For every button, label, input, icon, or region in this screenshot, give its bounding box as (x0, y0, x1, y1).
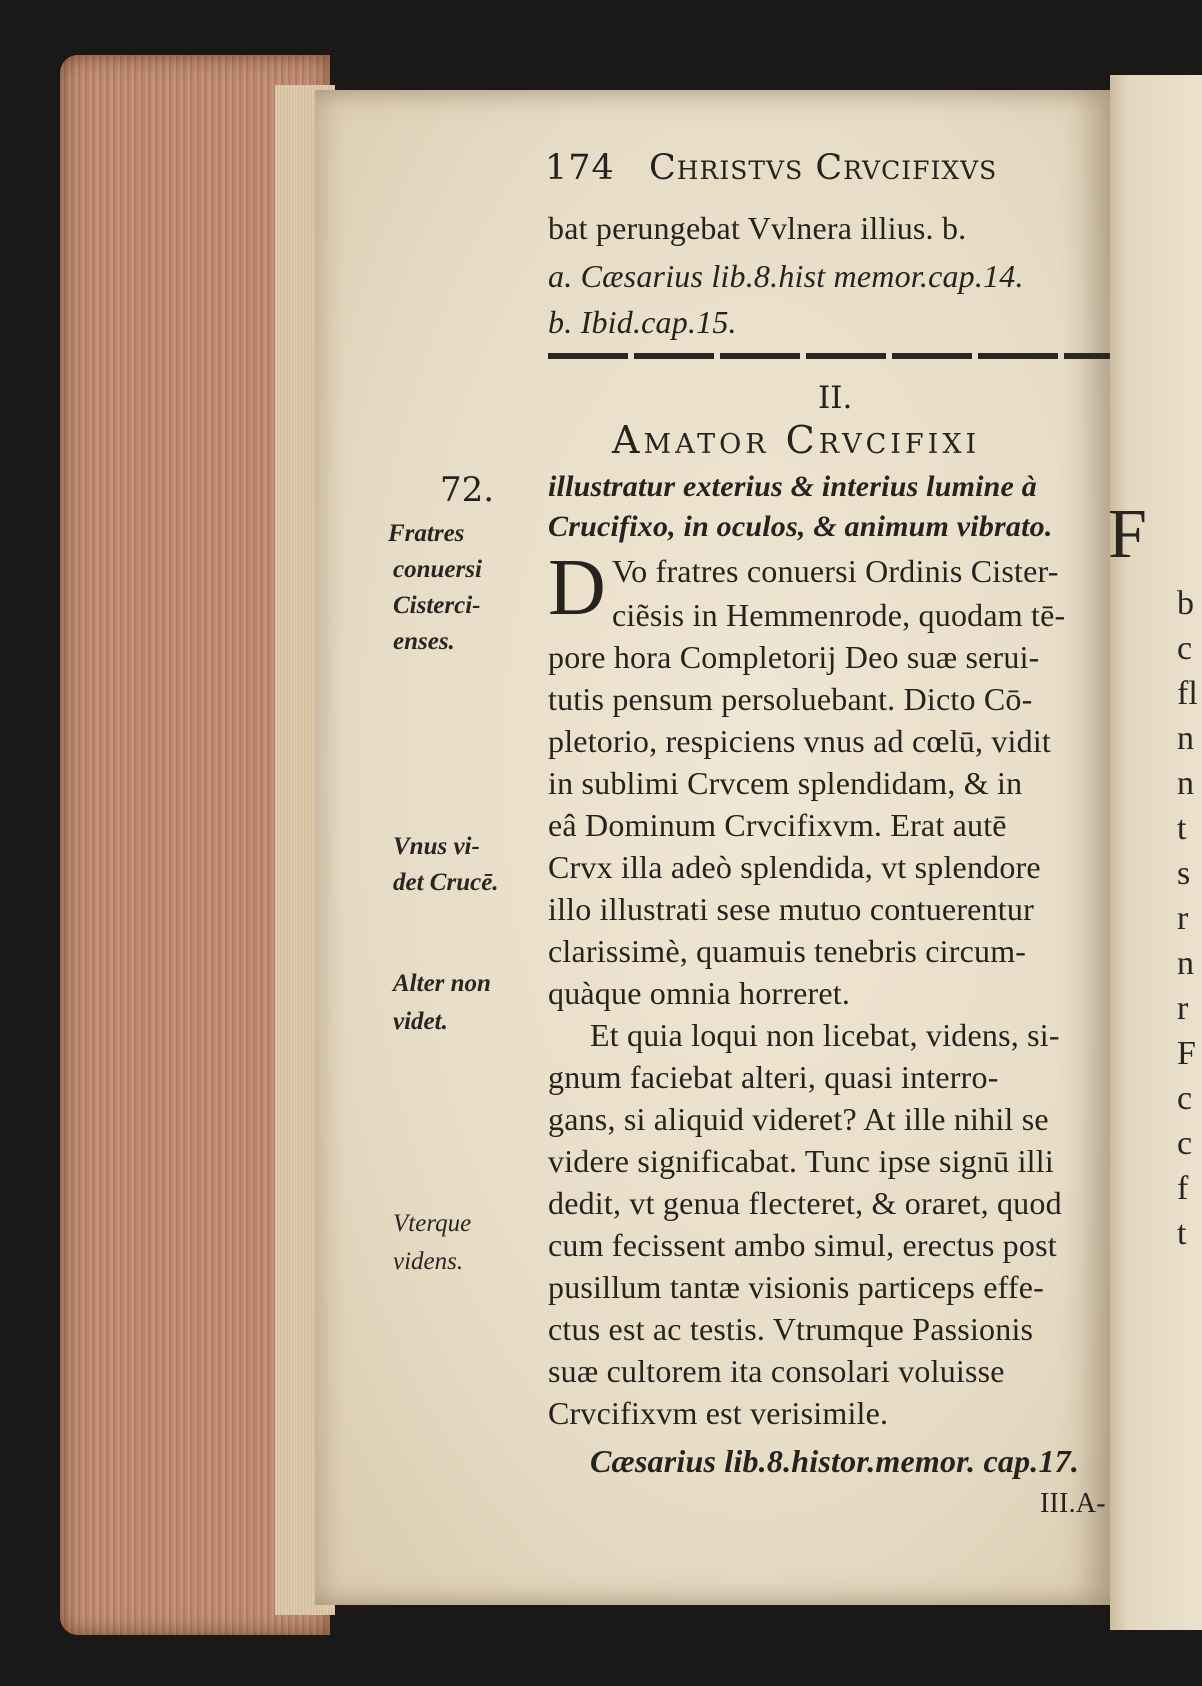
body-line: quàque omnia horreret. (548, 975, 851, 1011)
margin-note-line: videns. (393, 1248, 464, 1275)
page-number: 174 (545, 148, 615, 188)
fragment: r (1177, 990, 1189, 1027)
body-line: pletorio, respiciens vnus ad cœlū, vidit (548, 723, 1052, 759)
body-line: illo illustrati sese mutuo contuerentur (548, 891, 1034, 927)
margin-number: 72. (440, 470, 495, 510)
margin-note-line: Vnus vi- (393, 833, 480, 860)
body-line: pore hora Completorij Deo suæ serui- (548, 639, 1040, 675)
margin-note-line: enses. (393, 628, 455, 655)
text-line: bat perungebat Vvlnera illius. b. (548, 210, 967, 246)
catchword: III.A- (1040, 1488, 1106, 1519)
body-line: gnum faciebat alteri, quasi interro- (548, 1059, 999, 1095)
fragment: n (1177, 720, 1194, 757)
drop-cap: D (548, 544, 606, 632)
body-line: suæ cultorem ita consolari voluisse (548, 1353, 1005, 1389)
margin-note-line: det Crucē. (393, 869, 499, 896)
body-line: Vo fratres conuersi Ordinis Cister- (612, 553, 1059, 589)
section-title: Amator Crvcifixi (612, 418, 981, 462)
margin-note-line: Fratres (388, 520, 465, 547)
margin-note-line: videt. (393, 1008, 448, 1035)
body-line: gans, si aliquid videret? At ille nihil se (548, 1101, 1049, 1137)
body-line: pusillum tantæ visionis particeps effe- (548, 1269, 1045, 1305)
fragment: F (1108, 496, 1147, 573)
body-line: clarissimè, quamuis tenebris circum- (548, 933, 1027, 969)
next-page-fragments (1110, 75, 1202, 1630)
fragment: fl (1177, 675, 1198, 712)
running-head (545, 148, 1125, 188)
fragment: c (1177, 1080, 1193, 1117)
body-line: eâ Dominum Crvcifixvm. Erat autē (548, 807, 1007, 843)
section-subtitle-line: illustratur exterius & interius lumine à (548, 470, 1037, 503)
running-title: Christvs Crvcifixvs (648, 148, 998, 188)
fragment: b (1177, 585, 1194, 622)
divider-rule (548, 353, 1118, 359)
margin-note-line: Alter non (393, 970, 491, 997)
body-line: Crvx illa adeò splendida, vt splendore (548, 849, 1041, 885)
body-line: dedit, vt genua flecteret, & oraret, quod (548, 1185, 1062, 1221)
fragment: c (1177, 1125, 1193, 1162)
margin-note-line: Cisterci- (393, 592, 481, 619)
fragment: n (1177, 945, 1194, 982)
body-line: Et quia loqui non licebat, videns, si- (590, 1017, 1060, 1053)
body-line: ciẽsis in Hemmenrode, quodam tē- (612, 597, 1066, 633)
fragment: t (1177, 810, 1187, 847)
body-line: tutis pensum persoluebant. Dicto Cō- (548, 681, 1033, 717)
footnote-b: b. Ibid.cap.15. (548, 304, 737, 340)
citation: Cæsarius lib.8.histor.memor. cap.17. (590, 1443, 1080, 1479)
section-subtitle-line: Crucifixo, in oculos, & animum vibrato. (548, 510, 1053, 543)
margin-note-line: Vterque (393, 1210, 472, 1237)
body-line: in sublimi Crvcem splendidam, & in (548, 765, 1023, 801)
section-number: II. (818, 380, 853, 416)
body-line: Crvcifixvm est verisimile. (548, 1395, 889, 1431)
footnote-a: a. Cæsarius lib.8.hist memor.cap.14. (548, 258, 1024, 294)
body-line: ctus est ac testis. Vtrumque Passionis (548, 1311, 1034, 1347)
fragment: F (1177, 1035, 1196, 1072)
fragment: r (1177, 900, 1189, 937)
body-line: cum fecissent ambo simul, erectus post (548, 1227, 1057, 1263)
fragment: s (1177, 855, 1191, 892)
margin-note-line: conuersi (393, 556, 482, 583)
fragment: c (1177, 630, 1193, 667)
fragment: n (1177, 765, 1194, 802)
body-line: videre significabat. Tunc ipse signū illi (548, 1143, 1054, 1179)
fragment: t (1177, 1215, 1187, 1252)
fragment: f (1177, 1170, 1189, 1207)
page-edges (60, 55, 330, 1635)
